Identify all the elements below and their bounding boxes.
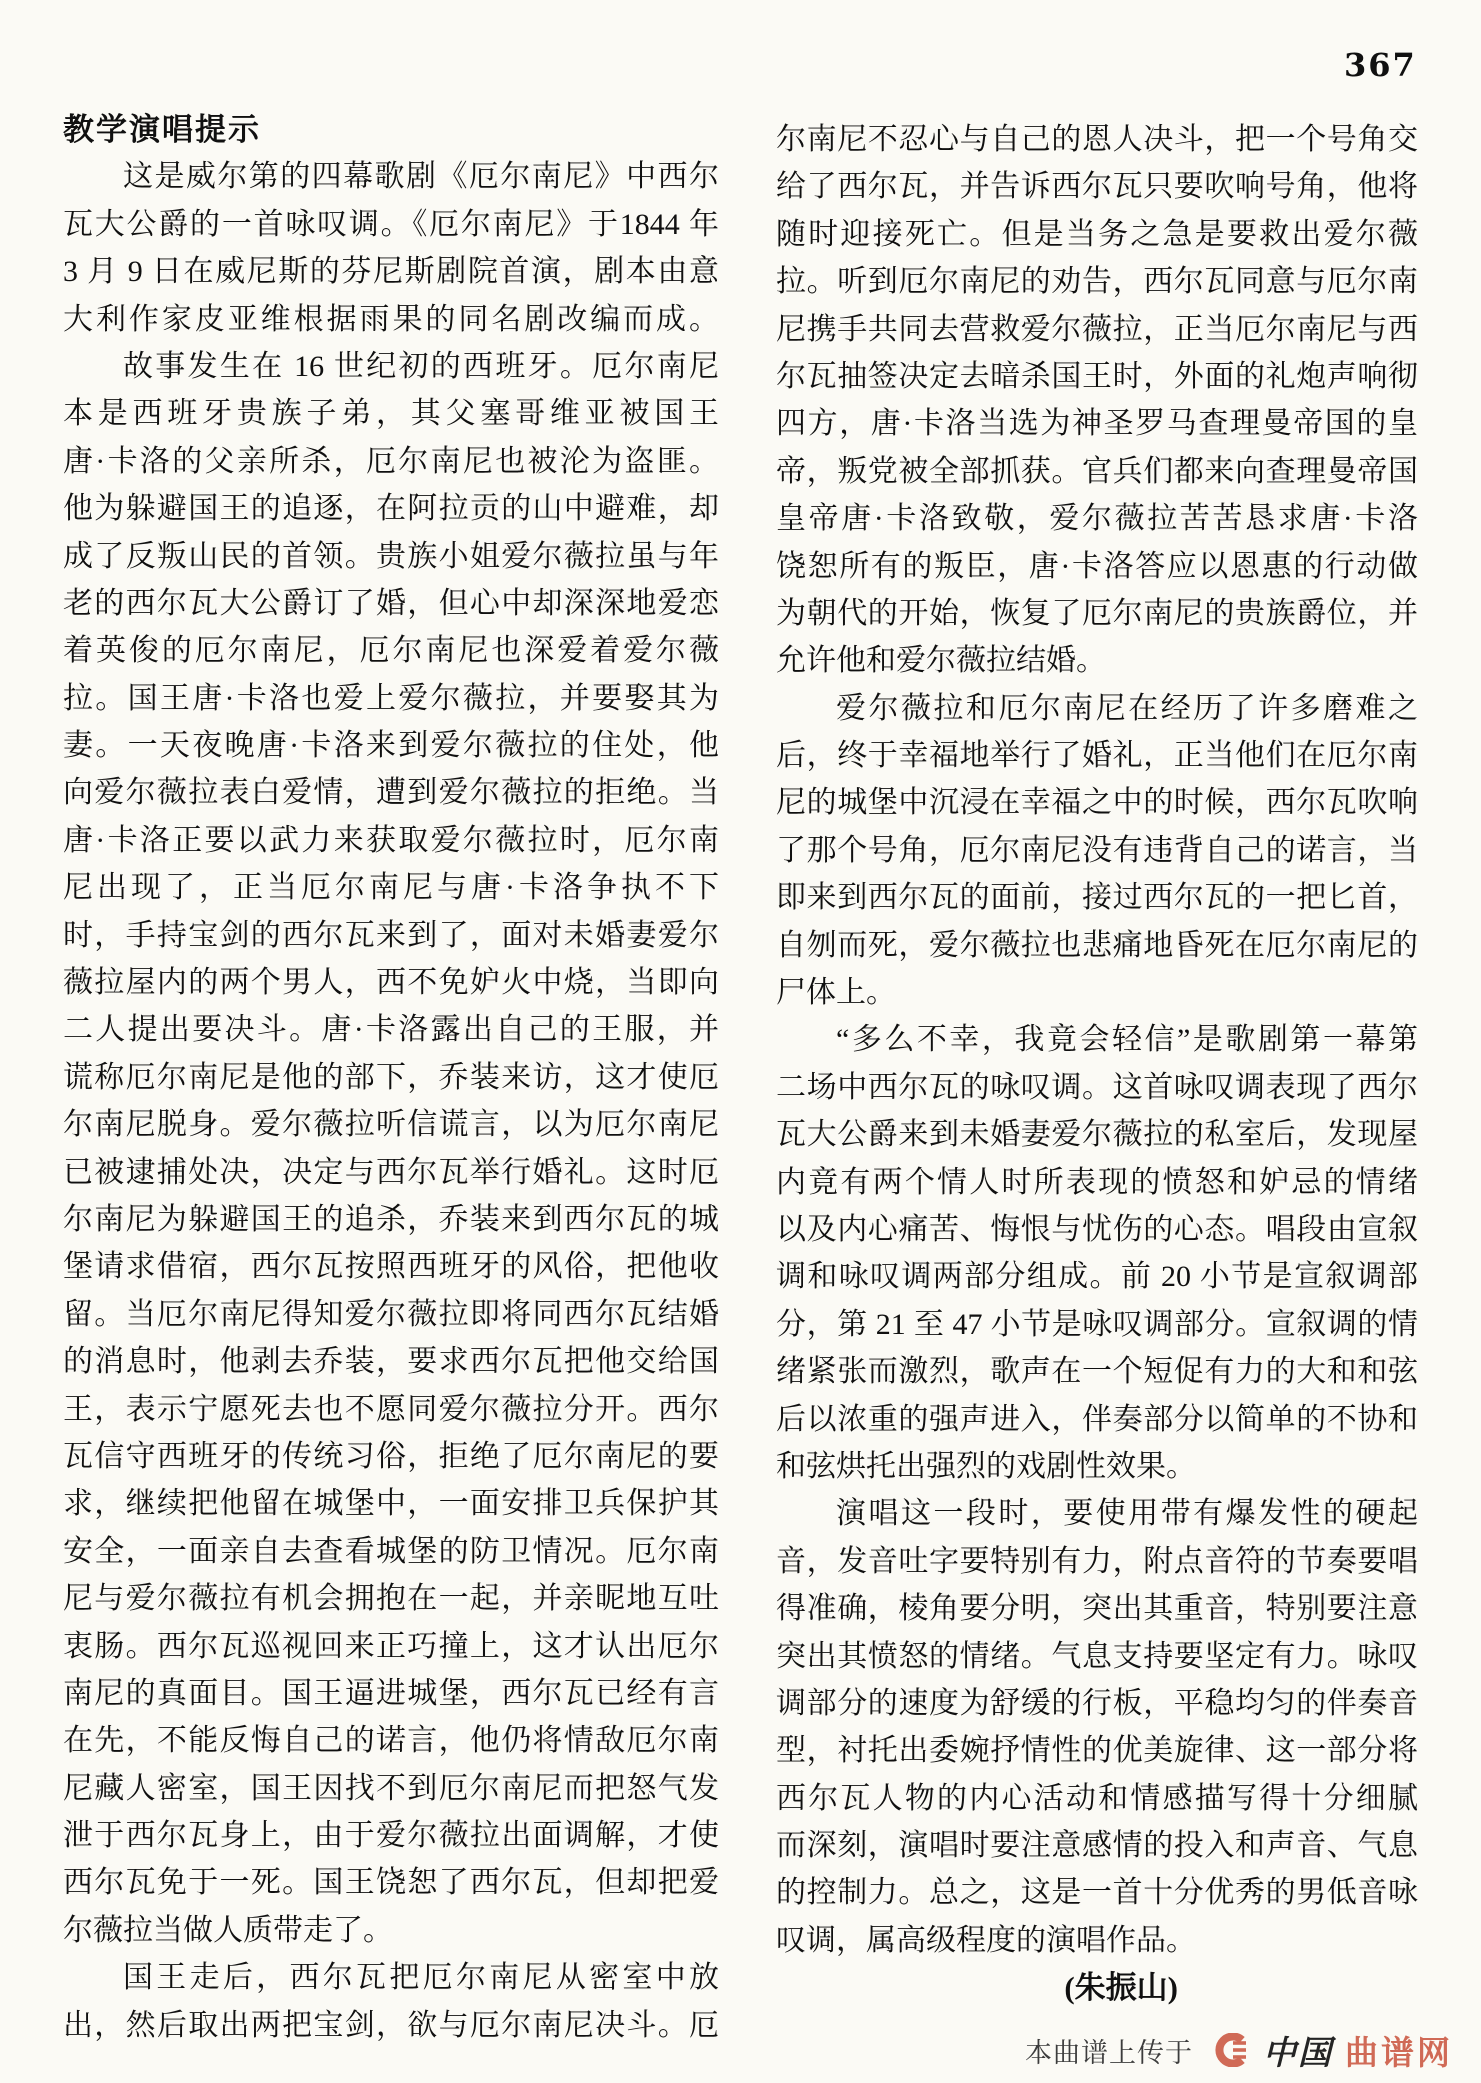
right-column	[776, 116, 1418, 2012]
text-line: 分，第 21 至 47 小节是咏叹调部分。宣叙调的情	[776, 1307, 1418, 1341]
text-line: 国王走后，西尔瓦把厄尔南尼从密室中放	[123, 1961, 719, 1995]
text-line: 二人提出要决斗。唐·卡洛露出自己的王服，并	[63, 1013, 719, 1047]
text-line: 随时迎接死亡。但是当务之急是要救出爱尔薇	[776, 217, 1418, 251]
text-line: 拉。听到厄尔南尼的劝告，西尔瓦同意与厄尔南	[776, 265, 1418, 299]
text-line: 型，衬托出委婉抒情性的优美旋律、这一部分将	[776, 1734, 1418, 1768]
text-line: 瓦信守西班牙的传统习俗，拒绝了厄尔南尼的要	[63, 1439, 719, 1473]
text-line: 3 月 9 日在威尼斯的芬尼斯剧院首演，剧本由意	[63, 255, 719, 289]
text-line: 帝，叛党被全部抓获。官兵们都来向查理曼帝国	[776, 454, 1418, 488]
text-line: 本是西班牙贵族子弟，其父塞哥维亚被国王	[63, 397, 719, 431]
text-line: 了那个号角，厄尔南尼没有违背自己的诺言，当	[776, 833, 1418, 867]
text-line: 得准确，棱角要分明，突出其重音，特别要注意	[776, 1592, 1418, 1626]
text-line: 尼与爱尔薇拉有机会拥抱在一起，并亲昵地互吐	[63, 1582, 719, 1616]
text-line: 拉。国王唐·卡洛也爱上爱尔薇拉，并要娶其为	[63, 681, 719, 715]
text-line: 即来到西尔瓦的面前，接过西尔瓦的一把匕首，	[776, 881, 1418, 915]
text-line: 音，发音吐字要特别有力，附点音符的节奏要唱	[776, 1544, 1418, 1578]
footer-watermark	[1025, 2030, 1453, 2070]
text-line: 南尼的真面目。国王逼进城堡，西尔瓦已经有言	[63, 1676, 719, 1710]
text-line: 尔瓦抽签决定去暗杀国王时，外面的礼炮声响彻	[776, 359, 1418, 393]
text-line: 故事发生在 16 世纪初的西班牙。厄尔南尼	[123, 349, 719, 383]
footer-upload-label: 本曲谱上传于	[1025, 2037, 1193, 2068]
text-line: 西尔瓦人物的内心活动和情感描写得十分细腻	[776, 1781, 1418, 1815]
text-line: 着英俊的厄尔南尼，厄尔南尼也深爱着爱尔薇	[63, 634, 719, 668]
text-line: 以及内心痛苦、悔恨与忧伤的心态。唱段由宣叙	[776, 1212, 1418, 1246]
text-line: 向爱尔薇拉表白爱情，遭到爱尔薇拉的拒绝。当	[63, 776, 719, 810]
text-line: 瓦大公爵来到未婚妻爱尔薇拉的私室后，发现屋	[776, 1118, 1418, 1152]
text-line: 他为躲避国王的追逐，在阿拉贡的山中避难，却	[63, 492, 719, 526]
text-line: 叹调，属高级程度的演唱作品。	[776, 1923, 1196, 1957]
text-line: 衷肠。西尔瓦巡视回来正巧撞上，这才认出厄尔	[63, 1629, 719, 1663]
text-line: 为朝代的开始，恢复了厄尔南尼的贵族爵位，并	[776, 596, 1418, 630]
left-column-text	[63, 153, 719, 2049]
text-line: 的控制力。总之，这是一首十分优秀的男低音咏	[776, 1876, 1418, 1910]
text-line: 安全，一面亲自去查看城堡的防卫情况。厄尔南	[63, 1534, 719, 1568]
text-line: 绪紧张而激烈，歌声在一个短促有力的大和和弦	[776, 1355, 1418, 1389]
author-signature: (朱振山)	[1064, 1970, 1178, 2006]
text-line: 后，终于幸福地举行了婚礼，正当他们在厄尔南	[776, 739, 1418, 773]
text-line: 允许他和爱尔薇拉结婚。	[776, 644, 1106, 678]
qupu-logo-icon	[1211, 2033, 1251, 2067]
text-line: 瓦大公爵的一首咏叹调。《厄尔南尼》于1844 年	[63, 207, 719, 241]
text-line: 这是威尔第的四幕歌剧《厄尔南尼》中西尔	[123, 160, 719, 194]
text-line: 后以浓重的强声进入，伴奏部分以简单的不协和	[776, 1402, 1418, 1436]
text-line: 的消息时，他剥去乔装，要求西尔瓦把他交给国	[63, 1345, 719, 1379]
text-line: 调和咏叹调两部分组成。前 20 小节是宣叙调部	[776, 1260, 1418, 1294]
section-heading: 教学演唱提示	[63, 112, 261, 147]
text-line: 突出其愤怒的情绪。气息支持要坚定有力。咏叹	[776, 1639, 1418, 1673]
text-line: 唐·卡洛正要以武力来获取爱尔薇拉时，厄尔南	[63, 823, 719, 857]
text-line: 留。当厄尔南尼得知爱尔薇拉即将同西尔瓦结婚	[63, 1297, 719, 1331]
text-line: 尔南尼不忍心与自己的恩人决斗，把一个号角交	[776, 123, 1418, 156]
text-line: 时，手持宝剑的西尔瓦来到了，面对未婚妻爱尔	[63, 918, 719, 952]
text-line: 尼藏人密室，国王因找不到厄尔南尼而把怒气发	[63, 1771, 719, 1805]
text-line: 王，表示宁愿死去也不愿同爱尔薇拉分开。西尔	[63, 1392, 719, 1426]
text-line: “多么不幸，我竟会轻信”是歌剧第一幕第	[836, 1023, 1418, 1057]
text-line: 给了西尔瓦，并告诉西尔瓦只要吹响号角，他将	[776, 170, 1418, 204]
text-line: 泄于西尔瓦身上，由于爱尔薇拉出面调解，才使	[63, 1819, 719, 1853]
text-line: 和弦烘托出强烈的戏剧性效果。	[776, 1449, 1196, 1483]
text-line: 尼携手共同去营救爱尔薇拉，正当厄尔南尼与西	[776, 312, 1418, 346]
text-line: 已被逮捕处决，决定与西尔瓦举行婚礼。这时厄	[63, 1155, 719, 1189]
text-line: 饶恕所有的叛臣，唐·卡洛答应以恩惠的行动做	[776, 549, 1418, 583]
text-line: 唐·卡洛的父亲所杀，厄尔南尼也被沦为盗匪。	[63, 444, 719, 478]
text-line: 成了反叛山民的首领。贵族小姐爱尔薇拉虽与年	[63, 539, 719, 573]
text-line: 尸体上。	[776, 976, 896, 1010]
text-line: 谎称厄尔南尼是他的部下，乔装来访，这才使厄	[63, 1060, 719, 1094]
text-line: 自刎而死，爱尔薇拉也悲痛地昏死在厄尔南尼的	[776, 928, 1418, 962]
text-line: 爱尔薇拉和厄尔南尼在经历了许多磨难之	[836, 691, 1418, 725]
text-line: 老的西尔瓦大公爵订了婚，但心中却深深地爱恋	[63, 586, 719, 620]
text-line: 薇拉屋内的两个男人，西不免妒火中烧，当即向	[63, 966, 719, 1000]
footer-brand-china: 中国	[1263, 2033, 1333, 2071]
text-line: 尼出现了，正当厄尔南尼与唐·卡洛争执不下	[63, 871, 719, 905]
text-line: 尔南尼为躲避国王的追杀，乔装来到西尔瓦的城	[63, 1202, 719, 1236]
right-column-text	[776, 116, 1418, 1964]
text-line: 西尔瓦免于一死。国王饶恕了西尔瓦，但却把爱	[63, 1866, 719, 1900]
text-line: 演唱这一段时，要使用带有爆发性的硬起	[836, 1497, 1418, 1531]
text-line: 出，然后取出两把宝剑，欲与厄尔南尼决斗。厄	[63, 2008, 719, 2042]
page-number: 367	[1344, 46, 1417, 84]
text-line: 而深刻，演唱时要注意感情的投入和声音、气息	[776, 1829, 1418, 1863]
text-line: 求，继续把他留在城堡中，一面安排卫兵保护其	[63, 1487, 719, 1521]
text-line: 妻。一天夜晚唐·卡洛来到爱尔薇拉的住处，他	[63, 729, 719, 763]
text-line: 调部分的速度为舒缓的行板，平稳均匀的伴奏音	[776, 1686, 1418, 1720]
text-line: 内竟有两个情人时所表现的愤怒和妒忌的情绪	[776, 1165, 1418, 1199]
text-line: 大利作家皮亚维根据雨果的同名剧改编而成。	[63, 302, 719, 336]
text-line: 堡请求借宿，西尔瓦按照西班牙的风俗，把他收	[63, 1250, 719, 1284]
text-line: 四方，唐·卡洛当选为神圣罗马查理曼帝国的皇	[776, 407, 1418, 441]
text-line: 尔薇拉当做人质带走了。	[63, 1913, 393, 1947]
left-column	[63, 106, 719, 2049]
footer-brand-site: 曲谱网	[1345, 2033, 1453, 2071]
text-line: 尼的城堡中沉浸在幸福之中的时候，西尔瓦吹响	[776, 786, 1418, 820]
text-line: 二场中西尔瓦的咏叹调。这首咏叹调表现了西尔	[776, 1070, 1418, 1104]
text-line: 尔南尼脱身。爱尔薇拉听信谎言，以为厄尔南尼	[63, 1108, 719, 1142]
text-line: 皇帝唐·卡洛致敬，爱尔薇拉苦苦恳求唐·卡洛	[776, 502, 1418, 536]
text-line: 在先，不能反悔自己的诺言，他仍将情敌厄尔南	[63, 1724, 719, 1758]
